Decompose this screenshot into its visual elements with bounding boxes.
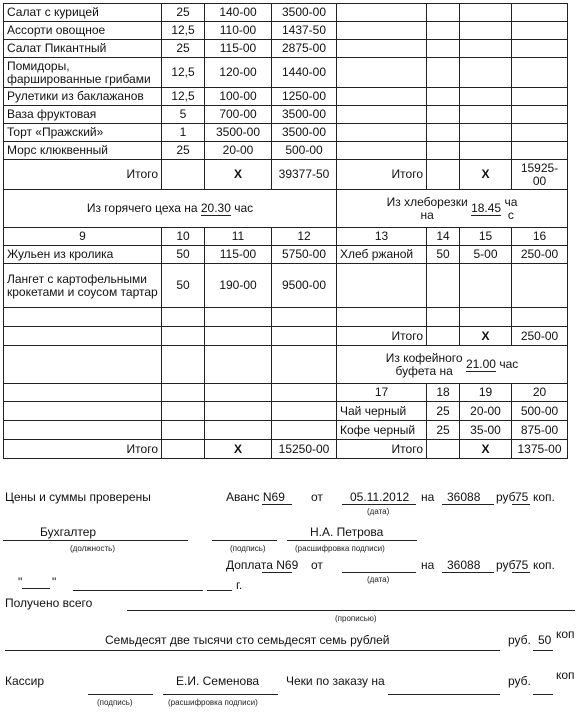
empty-cell — [337, 124, 427, 142]
dish-qty: 12,5 — [162, 58, 205, 88]
total-sum: 250-00 — [512, 327, 568, 346]
dish-qty: 25 — [162, 142, 205, 160]
dish-qty: 25 — [162, 4, 205, 22]
empty-cell — [427, 142, 460, 160]
rub-label-4: руб. — [508, 674, 531, 688]
year-suffix: г. — [236, 578, 243, 592]
column-number: 13 — [337, 228, 427, 246]
dish-price: 20-00 — [460, 402, 512, 421]
table-row — [4, 4, 568, 22]
empty-cell — [460, 22, 512, 40]
dish-name: Салат с курицей — [4, 4, 162, 22]
empty-cell — [512, 264, 568, 308]
column-number: 20 — [512, 384, 568, 402]
empty-cell — [337, 142, 427, 160]
prices-checked-label: Цены и суммы проверены — [5, 490, 151, 504]
table-row — [4, 22, 568, 40]
empty-cell — [427, 308, 460, 327]
empty-cell — [162, 440, 205, 459]
dish-qty: 50 — [162, 246, 205, 264]
total-sum: 39377-50 — [272, 160, 337, 190]
empty-cell — [460, 58, 512, 88]
column-number: 19 — [460, 384, 512, 402]
dish-name: Чай черный — [337, 402, 427, 421]
coffee-unit: час — [499, 356, 519, 371]
empty-cell — [460, 142, 512, 160]
quote-open: " — [18, 575, 23, 589]
date-caption-1: (дата) — [367, 507, 390, 516]
table-row — [4, 308, 568, 327]
empty-cell — [162, 327, 205, 346]
total-x: X — [460, 327, 512, 346]
column-number: 16 — [512, 228, 568, 246]
kop-label-4: коп — [556, 668, 575, 682]
empty-cell — [337, 264, 427, 308]
empty-cell — [337, 308, 427, 327]
rub-label-3: руб. — [508, 633, 531, 647]
coffee-label-1: Из кофейного — [385, 350, 463, 365]
empty-cell — [460, 264, 512, 308]
hot-shop-label: Из горячего цеха на — [86, 200, 198, 215]
empty-cell — [427, 264, 460, 308]
dish-sum: 500-00 — [512, 402, 568, 421]
dish-qty: 12,5 — [162, 88, 205, 106]
table-row — [4, 246, 568, 264]
dish-name: Морс клюквенный — [4, 142, 162, 160]
dish-sum: 3500-00 — [272, 4, 337, 22]
empty-cell — [460, 40, 512, 58]
bread-unit-2: с — [507, 207, 514, 222]
total-x: X — [460, 160, 512, 190]
signature-caption-2: (подпись) — [97, 698, 133, 707]
empty-cell — [427, 327, 460, 346]
empty-cell — [512, 58, 568, 88]
empty-cell — [205, 346, 272, 384]
dish-sum: 875-00 — [512, 421, 568, 440]
empty-cell — [162, 402, 205, 421]
empty-cell — [427, 124, 460, 142]
column-number: 11 — [205, 228, 272, 246]
dish-sum: 3500-00 — [272, 124, 337, 142]
dish-price: 700-00 — [205, 106, 272, 124]
dish-price: 20-00 — [205, 142, 272, 160]
dish-sum: 5750-00 — [272, 246, 337, 264]
dish-price: 3500-00 — [205, 124, 272, 142]
kop-label-3: коп — [556, 627, 575, 641]
empty-cell — [272, 327, 337, 346]
coffee-time: 21.00 — [465, 356, 496, 371]
empty-cell — [162, 421, 205, 440]
table-row — [4, 440, 568, 459]
dish-price: 115-00 — [205, 40, 272, 58]
dish-price: 190-00 — [205, 264, 272, 308]
table-row — [4, 190, 568, 228]
empty-cell — [427, 160, 460, 190]
table-row — [4, 402, 568, 421]
order-table — [3, 3, 568, 459]
empty-cell — [272, 384, 337, 402]
na-label-1: на — [421, 490, 435, 504]
table-row — [4, 124, 568, 142]
from-label-1: от — [311, 490, 323, 504]
rub-label-1: руб. — [496, 490, 519, 504]
table-row — [4, 40, 568, 58]
amount-in-words: Семьдесят две тысячи сто семьдесят семь рублей — [105, 633, 390, 647]
dish-qty: 1 — [162, 124, 205, 142]
empty-cell — [337, 22, 427, 40]
dish-price: 5-00 — [460, 246, 512, 264]
empty-cell — [162, 308, 205, 327]
advance-number: 69 — [271, 490, 285, 504]
column-number: 10 — [162, 228, 205, 246]
dish-sum: 3500-00 — [272, 106, 337, 124]
kop-label-2: коп. — [533, 558, 555, 572]
dish-price: 100-00 — [205, 88, 272, 106]
empty-cell — [427, 440, 460, 459]
empty-cell — [4, 327, 162, 346]
bread-time: 18.45 — [471, 200, 502, 215]
empty-cell — [337, 106, 427, 124]
total-x: X — [460, 440, 512, 459]
dish-name: Торт «Пражский» — [4, 124, 162, 142]
empty-cell — [4, 308, 162, 327]
table-row — [4, 160, 568, 190]
empty-cell — [272, 346, 337, 384]
empty-cell — [337, 4, 427, 22]
total-sum: 15925-00 — [512, 160, 568, 190]
dish-name: Ассорти овощное — [4, 22, 162, 40]
empty-cell — [4, 346, 162, 384]
position-caption: (должность) — [70, 544, 115, 553]
decoding-caption: (расшифровка подписи) — [295, 544, 385, 553]
total-label: Итого — [4, 440, 162, 459]
coffee-label-2: буфета на — [395, 363, 453, 378]
dish-qty: 25 — [427, 402, 460, 421]
column-number: 15 — [460, 228, 512, 246]
surcharge-number: 69 — [284, 558, 299, 572]
surcharge-label: Доплата N69 — [226, 558, 299, 572]
kop-value-2: 75 — [515, 558, 529, 572]
dish-sum: 500-00 — [272, 142, 337, 160]
empty-cell — [427, 22, 460, 40]
advance-amount: 36088 — [447, 490, 481, 504]
empty-cell — [205, 327, 272, 346]
empty-cell — [4, 402, 162, 421]
empty-cell — [272, 402, 337, 421]
empty-cell — [512, 88, 568, 106]
date-caption-2: (дата) — [367, 575, 390, 584]
dish-sum: 1437-50 — [272, 22, 337, 40]
empty-cell — [512, 22, 568, 40]
empty-cell — [4, 384, 162, 402]
total-label: Итого — [4, 160, 162, 190]
empty-cell — [512, 40, 568, 58]
table-row — [4, 264, 568, 308]
dish-qty: 12,5 — [162, 22, 205, 40]
dish-price: 110-00 — [205, 22, 272, 40]
table-row — [4, 88, 568, 106]
empty-cell — [460, 308, 512, 327]
from-label-2: от — [311, 558, 323, 572]
empty-cell — [205, 384, 272, 402]
total-label: Итого — [337, 160, 427, 190]
dish-qty: 50 — [162, 264, 205, 308]
table-row — [4, 421, 568, 440]
empty-cell — [512, 142, 568, 160]
advance-label: Аванс N69 — [226, 490, 285, 504]
dish-name: Помидоры, фаршированные грибами — [4, 58, 162, 88]
empty-cell — [272, 308, 337, 327]
empty-cell — [512, 4, 568, 22]
total-x: X — [205, 440, 272, 459]
dish-qty: 50 — [427, 246, 460, 264]
empty-cell — [205, 421, 272, 440]
dish-qty: 25 — [427, 421, 460, 440]
empty-cell — [205, 308, 272, 327]
in-words-caption: (прописью) — [335, 614, 377, 623]
dish-sum: 9500-00 — [272, 264, 337, 308]
kop-value-1: 75 — [515, 490, 529, 504]
dish-sum: 2875-00 — [272, 40, 337, 58]
dish-name: Лангет с картофельными крокетами и соусом тартар — [4, 264, 162, 308]
empty-cell — [460, 4, 512, 22]
bread-label-2: на — [420, 207, 434, 222]
total-label: Итого — [337, 327, 427, 346]
empty-cell — [162, 160, 205, 190]
dish-price: 35-00 — [460, 421, 512, 440]
empty-cell — [427, 40, 460, 58]
na-label-2: на — [421, 558, 435, 572]
bread-unit-1: ча — [504, 194, 518, 209]
dish-price: 120-00 — [205, 58, 272, 88]
empty-cell — [4, 421, 162, 440]
dish-sum: 1250-00 — [272, 88, 337, 106]
empty-cell — [337, 88, 427, 106]
table-row — [4, 327, 568, 346]
table-row — [4, 384, 568, 402]
checks-label: Чеки по заказу на — [286, 674, 385, 688]
dish-sum: 1440-00 — [272, 58, 337, 88]
dish-name: Рулетики из баклажанов — [4, 88, 162, 106]
table-row — [4, 228, 568, 246]
coffee-header — [337, 346, 568, 384]
rub-label-2: руб. — [496, 558, 519, 572]
hot-shop-time: 20.30 — [200, 200, 231, 215]
dish-qty: 5 — [162, 106, 205, 124]
column-number: 14 — [427, 228, 460, 246]
table-row — [4, 106, 568, 124]
empty-cell — [427, 88, 460, 106]
column-number: 18 — [427, 384, 460, 402]
empty-cell — [162, 346, 205, 384]
empty-cell — [337, 58, 427, 88]
kop-value-3: 50 — [538, 633, 552, 647]
empty-cell — [512, 124, 568, 142]
accountant-label: Бухгалтер — [40, 525, 97, 539]
cashier-name: Е.И. Семенова — [176, 674, 260, 688]
dish-name: Ваза фруктовая — [4, 106, 162, 124]
dish-name: Кофе черный — [337, 421, 427, 440]
empty-cell — [460, 88, 512, 106]
bread-header — [337, 190, 568, 228]
total-label: Итого — [337, 440, 427, 459]
dish-name: Жульен из кролика — [4, 246, 162, 264]
column-number: 12 — [272, 228, 337, 246]
surcharge-amount: 36088 — [447, 558, 481, 572]
total-sum: 1375-00 — [512, 440, 568, 459]
table-row — [4, 142, 568, 160]
dish-qty: 25 — [162, 40, 205, 58]
empty-cell — [162, 384, 205, 402]
table-row — [4, 346, 568, 384]
empty-cell — [512, 106, 568, 124]
dish-sum: 250-00 — [512, 246, 568, 264]
empty-cell — [272, 421, 337, 440]
decoding-caption-2: (расшифровка подписи) — [168, 698, 258, 707]
empty-cell — [337, 40, 427, 58]
empty-cell — [427, 4, 460, 22]
cashier-label: Кассир — [5, 674, 45, 688]
signature-caption: (подпись) — [230, 544, 266, 553]
column-number: 17 — [337, 384, 427, 402]
empty-cell — [460, 106, 512, 124]
empty-cell — [460, 124, 512, 142]
empty-cell — [512, 308, 568, 327]
column-number: 9 — [4, 228, 162, 246]
accountant-name: Н.А. Петрова — [310, 525, 384, 539]
table-row — [4, 58, 568, 88]
dish-name: Хлеб ржаной — [337, 246, 427, 264]
dish-price: 140-00 — [205, 4, 272, 22]
empty-cell — [427, 58, 460, 88]
quote-close: " — [52, 575, 57, 589]
kop-label-1: коп. — [533, 490, 555, 504]
advance-date: 05.11.2012 — [350, 490, 410, 504]
empty-cell — [427, 106, 460, 124]
received-total-label: Получено всего — [5, 596, 93, 610]
hot-shop-header — [4, 190, 337, 228]
bread-label-1: Из хлеборезки — [386, 194, 468, 209]
empty-cell — [205, 402, 272, 421]
total-x: X — [205, 160, 272, 190]
total-sum: 15250-00 — [272, 440, 337, 459]
dish-name: Салат Пикантный — [4, 40, 162, 58]
hot-shop-unit: час — [234, 200, 254, 215]
dish-price: 115-00 — [205, 246, 272, 264]
